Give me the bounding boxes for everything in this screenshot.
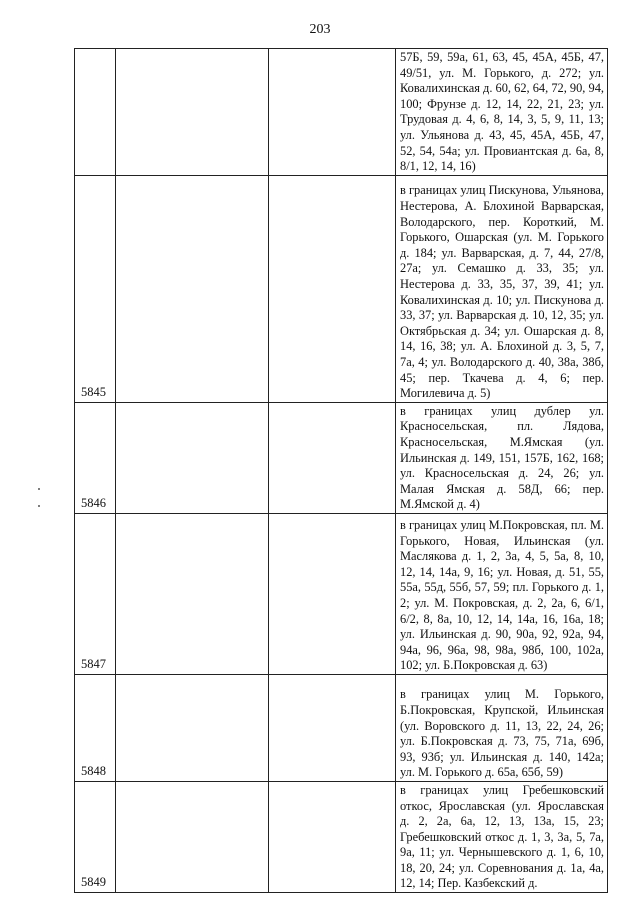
row-number: 5846: [75, 402, 116, 513]
boundary-text: в границах улиц дублер ул. Красносельская, пл. Лядова, Красносельская, М.Ямская (ул. Ильинская д. 149, 151, 157Б, 162, 168; ул. Красносельская д. 24, 26; ул. Малая Ямская д. 58Д, 66; пер. М.Ямской д. 4): [400, 403, 604, 512]
empty-cell: [116, 49, 269, 176]
table-row: [75, 49, 608, 176]
boundary-description: [396, 402, 608, 513]
row-number: 5849: [75, 781, 116, 892]
empty-cell: [269, 175, 396, 402]
empty-cell: [269, 49, 396, 176]
row-number: 5847: [75, 513, 116, 674]
boundary-description: [396, 674, 608, 781]
row-number: 5845: [75, 175, 116, 402]
scan-speck: [38, 488, 40, 490]
scan-speck: [38, 505, 40, 507]
empty-cell: [269, 674, 396, 781]
page-number: 203: [309, 22, 331, 37]
empty-cell: [116, 781, 269, 892]
boundary-text: в границах улиц М.Покровская, пл. М. Горького, Новая, Ильинская (ул. Маслякова д. 1, 2, 3а, 4, 5, 5а, 8, 10, 12, 14, 14а, 9, 16; ул. Новая, д. 51, 55, 55а, 55д, 55б, 57, 59; пл. Горького д. 1, 2; ул. М. Покровская, д. 2, 2а, 6, 6/1, 6/2, 8, 8а, 10, 12, 14, 14а, 16, 16а, 18; ул. Ильинская д. 90, 90а, 92, 92а, 94, 94а, 96, 96а, 98, 98а, 98б, 100, 102а, 102; ул. Б.Покровская д. 63): [400, 517, 604, 673]
table-row: [75, 402, 608, 513]
boundary-description: [396, 175, 608, 402]
table-row: [75, 674, 608, 781]
row-number: 5848: [75, 674, 116, 781]
boundary-text: в границах улиц Пискунова, Ульянова, Нестерова, А. Блохиной Варварская, Володарского, пер. Короткий, М. Горького, Ошарская (ул. М. Горького д. 184; ул. Варварская, д. 7, 44, 27/8, 27а; ул. Семашко д. 33, 35; ул. Нестерова д. 33, 35, 37, 39, 41; ул. Ковалихинская д. 10; ул. Пискунова д. 33, 37; ул. Варварская д. 10, 12, 35; ул. Октябрьская д. 34; ул. Ошарская д. 8, 14, 16, 38; ул. А. Блохиной д. 3, 5, 7, 7а, 4; ул. Володарского д. 40, 38а, 38б, 45; пер. Ткачева д. 4, 6; пер. Могилевича д. 5): [400, 183, 604, 401]
empty-cell: [269, 781, 396, 892]
polling-districts-table: [74, 48, 608, 893]
boundary-description: [396, 781, 608, 892]
empty-cell: [116, 175, 269, 402]
empty-cell: [269, 402, 396, 513]
boundary-text: в границах улиц Гребешковский откос, Ярославская (ул. Ярославская д. 2, 2а, 6а, 12, 13, 13а, 15, 23; Гребешковский откос д. 1, 3, 3а, 5, 7а, 9а, 11; ул. Чернышевского д. 1, 6, 10, 18, 20, 24; ул. Соревнования д. 1а, 4а, 12, 14; Пер. Казбекский д.: [400, 782, 604, 891]
empty-cell: [116, 674, 269, 781]
empty-cell: [116, 402, 269, 513]
row-number: [75, 49, 116, 176]
boundary-description: [396, 49, 608, 176]
empty-cell: [269, 513, 396, 674]
boundary-text: в границах улиц М. Горького, Б.Покровская, Крупской, Ильинская (ул. Воровского д. 11, 13, 22, 24, 26; ул. Б.Покровская д. 73, 75, 71а, 69б, 93, 93б; ул. Ильинская д. 140, 142а; ул. М. Горького д. 65а, 65б, 59): [400, 687, 604, 780]
table-row: [75, 781, 608, 892]
table-row: [75, 175, 608, 402]
empty-cell: [116, 513, 269, 674]
table-row: [75, 513, 608, 674]
boundary-description: [396, 513, 608, 674]
boundary-text: 57Б, 59, 59а, 61, 63, 45, 45А, 45Б, 47, 49/51, ул. М. Горького, д. 272; ул. Ковалихинская д. 60, 62, 64, 72, 90, 94, 100; Фрунзе д. 12, 14, 22, 21, 23; ул. Трудовая д. 4, 6, 8, 14, 3, 5, 9, 11, 13; ул. Ульянова д. 43, 45, 45А, 45Б, 47, 52, 54, 54а; ул. Провиантская д. 6а, 8, 8/1, 12, 14, 16): [400, 50, 604, 174]
